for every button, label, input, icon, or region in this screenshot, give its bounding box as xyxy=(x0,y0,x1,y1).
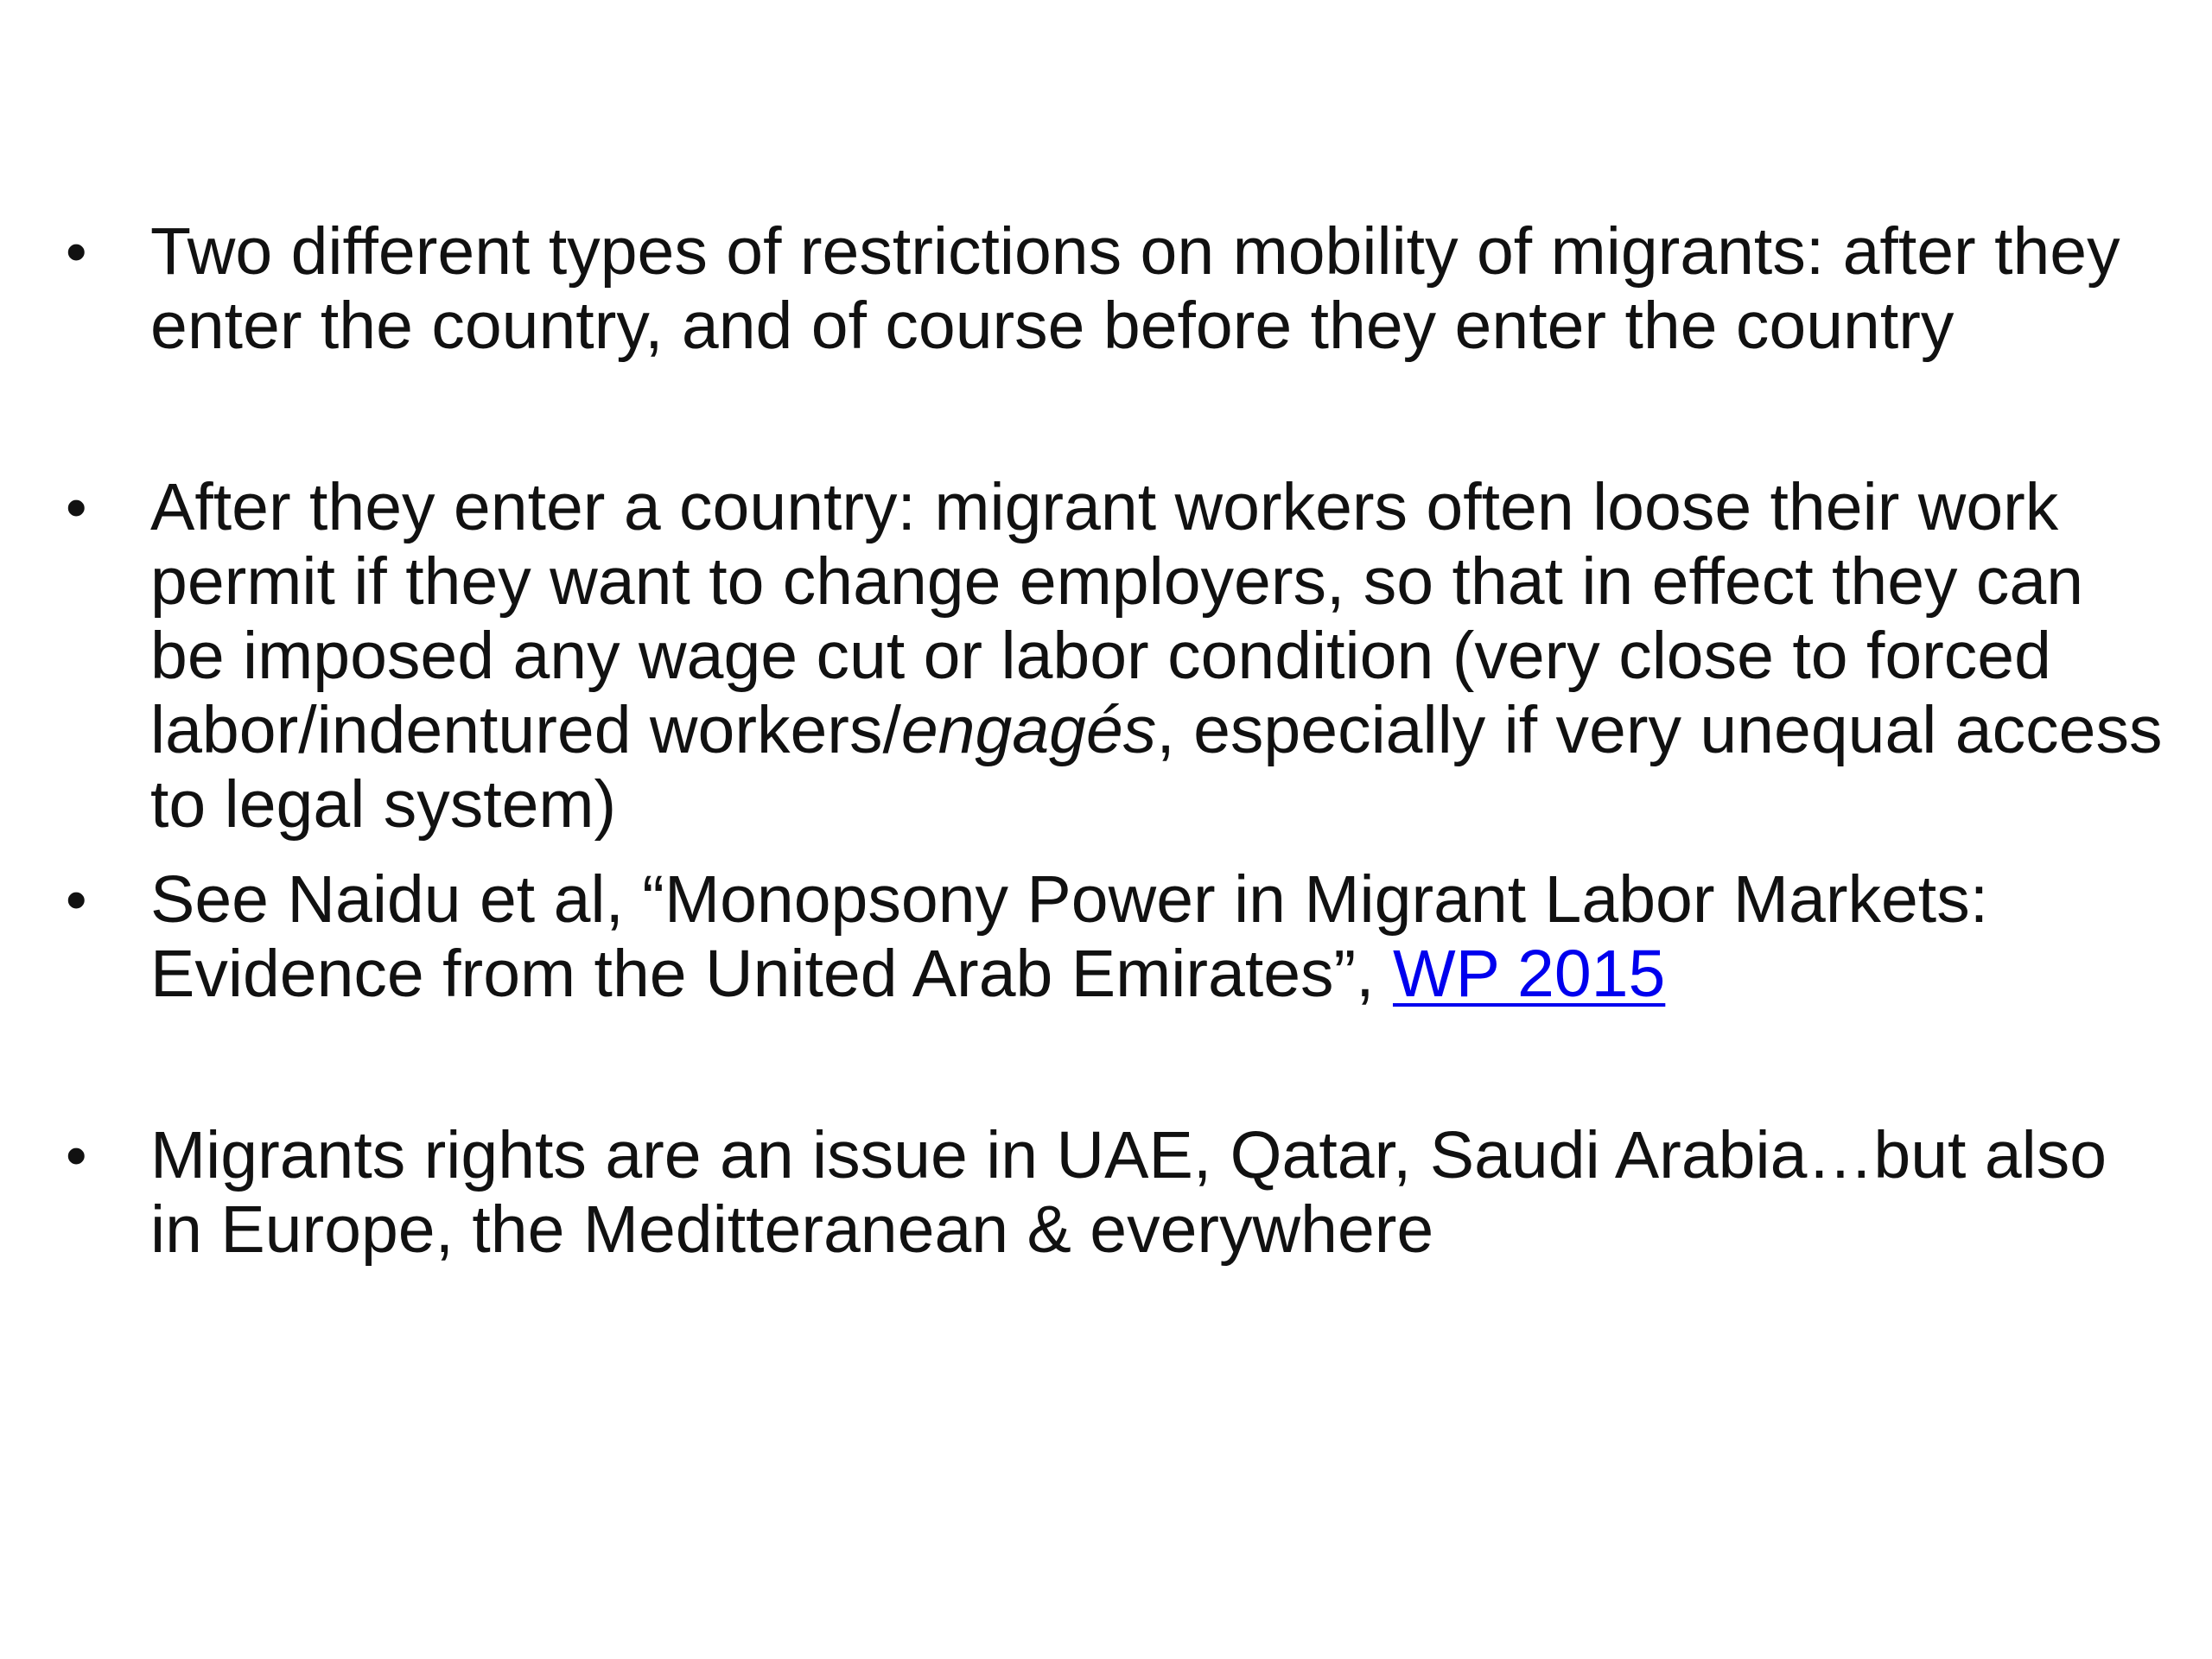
bullet-item-migrant-rights xyxy=(62,1118,2171,1267)
bullet-text-continued: , especially if very unequal access to legal system) xyxy=(150,693,2163,842)
wp-2015-link[interactable]: WP 2015 xyxy=(1392,937,1666,1011)
bullet-text: Two different types of restrictions on mobility of migrants: after they enter the country, and of course before they enter the country xyxy=(150,214,2120,363)
italic-term: engagés xyxy=(900,693,1157,767)
bullet-dot-icon: • xyxy=(66,474,87,541)
bullet-text: Migrants rights are an issue in UAE, Qatar, Saudi Arabia…but also in Europe, the Meditteranean & everywhere xyxy=(150,1118,2107,1267)
bullet-dot-icon: • xyxy=(66,218,87,285)
bullet-dot-icon: • xyxy=(66,1122,87,1189)
bullet-item-naidu-reference xyxy=(62,862,2171,1011)
bullet-text: See Naidu et al, “Monopsony Power in Migrant Labor Markets: Evidence from the United Arab Emirates”, xyxy=(150,862,1989,1011)
bullet-item-restrictions xyxy=(62,214,2171,363)
bullet-list xyxy=(62,214,2171,1267)
bullet-text: After they enter a country: migrant workers often loose their work permit if they want to change employers, so that in effect they can be imposed any wage cut or labor condition (very close to forced labor/indentured workers/ xyxy=(150,470,2084,767)
bullet-dot-icon: • xyxy=(66,866,87,933)
bullet-item-after-entry xyxy=(62,470,2171,842)
